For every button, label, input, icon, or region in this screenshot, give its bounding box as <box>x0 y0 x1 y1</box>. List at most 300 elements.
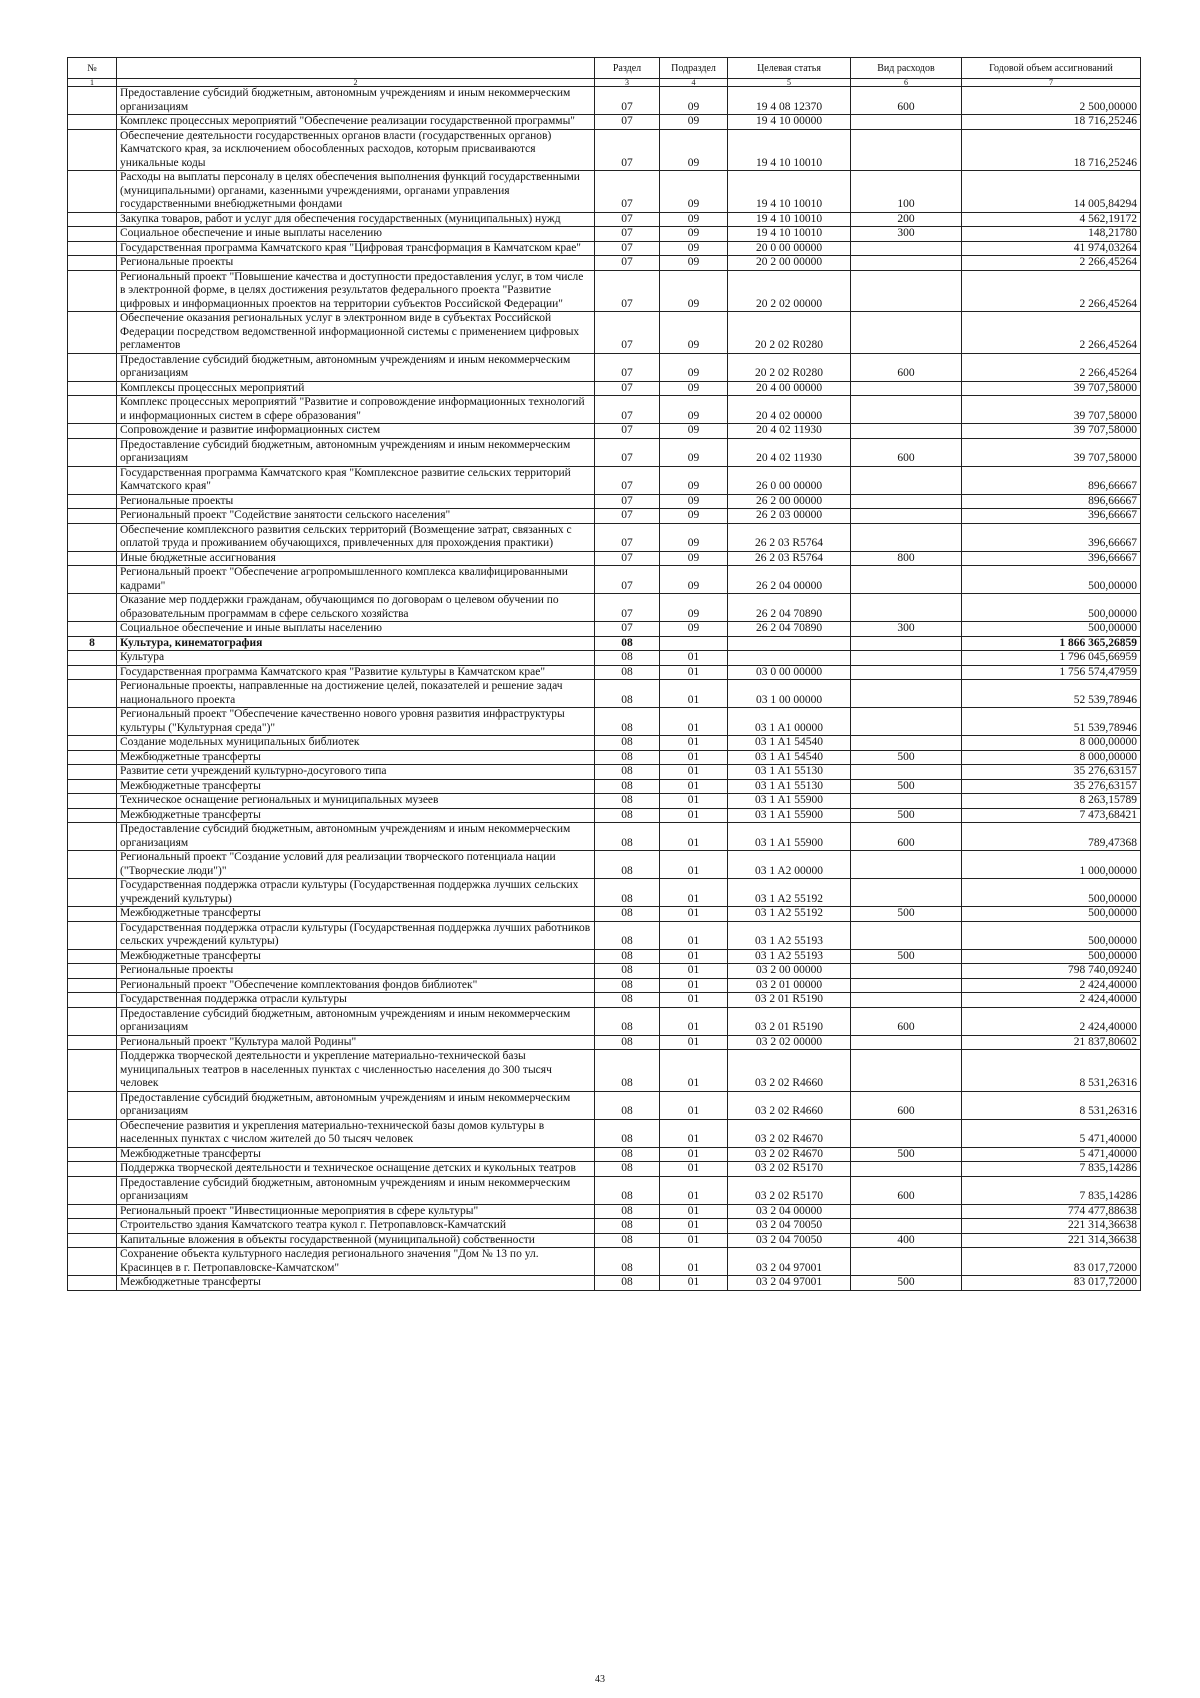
row-vid <box>851 1248 962 1276</box>
row-name: Межбюджетные трансферты <box>117 779 595 794</box>
column-number: 5 <box>728 79 851 87</box>
row-vid <box>851 494 962 509</box>
row-amount: 18 716,25246 <box>962 115 1141 130</box>
row-name: Развитие сети учреждений культурно-досугового типа <box>117 765 595 780</box>
row-podrazdel: 01 <box>660 1248 728 1276</box>
row-vid: 500 <box>851 1276 962 1291</box>
row-razdel: 07 <box>595 256 660 271</box>
table-row <box>68 794 1141 809</box>
row-razdel: 08 <box>595 1248 660 1276</box>
table-row <box>68 978 1141 993</box>
row-number <box>68 907 117 922</box>
row-vid: 500 <box>851 949 962 964</box>
row-name: Культура <box>117 651 595 666</box>
row-name: Межбюджетные трансферты <box>117 907 595 922</box>
header-podrazdel: Подраздел <box>660 58 728 79</box>
row-name: Социальное обеспечение и иные выплаты населению <box>117 622 595 637</box>
row-name: Предоставление субсидий бюджетным, автономным учреждениям и иным некоммерческим организациям <box>117 1176 595 1204</box>
row-podrazdel: 09 <box>660 381 728 396</box>
row-vid <box>851 978 962 993</box>
table-row <box>68 651 1141 666</box>
row-number: 8 <box>68 636 117 651</box>
table-row <box>68 1007 1141 1035</box>
row-target: 03 2 02 R5170 <box>728 1162 851 1177</box>
row-number <box>68 823 117 851</box>
row-number <box>68 750 117 765</box>
row-target: 03 1 00 00000 <box>728 680 851 708</box>
row-vid: 600 <box>851 823 962 851</box>
row-name: Сохранение объекта культурного наследия регионального значения "Дом № 13 по ул. Красинцев в г. Петропавловске-Камчатском" <box>117 1248 595 1276</box>
table-row <box>68 1219 1141 1234</box>
row-vid <box>851 1035 962 1050</box>
row-number <box>68 921 117 949</box>
row-razdel: 07 <box>595 381 660 396</box>
row-number <box>68 1162 117 1177</box>
row-razdel: 08 <box>595 949 660 964</box>
row-amount: 500,00000 <box>962 949 1141 964</box>
row-target: 03 1 A1 55900 <box>728 794 851 809</box>
row-razdel: 07 <box>595 396 660 424</box>
row-amount: 396,66667 <box>962 509 1141 524</box>
row-target: 19 4 10 10010 <box>728 171 851 213</box>
row-target: 03 2 02 00000 <box>728 1035 851 1050</box>
row-podrazdel: 09 <box>660 171 728 213</box>
row-razdel: 08 <box>595 794 660 809</box>
table-row <box>68 765 1141 780</box>
row-name: Предоставление субсидий бюджетным, автономным учреждениям и иным некоммерческим организациям <box>117 87 595 115</box>
table-row <box>68 1233 1141 1248</box>
row-name: Государственная программа Камчатского края "Развитие культуры в Камчатском крае" <box>117 665 595 680</box>
row-name: Техническое оснащение региональных и муниципальных музеев <box>117 794 595 809</box>
row-target: 03 2 01 00000 <box>728 978 851 993</box>
row-number <box>68 808 117 823</box>
row-vid <box>851 466 962 494</box>
row-target: 19 4 10 00000 <box>728 115 851 130</box>
table-row <box>68 665 1141 680</box>
row-amount: 8 000,00000 <box>962 736 1141 751</box>
row-razdel: 07 <box>595 270 660 312</box>
row-number <box>68 256 117 271</box>
row-name: Государственная поддержка отрасли культуры (Государственная поддержка лучших работников сельских учреждений культуры) <box>117 921 595 949</box>
row-amount: 896,66667 <box>962 466 1141 494</box>
row-podrazdel: 09 <box>660 509 728 524</box>
row-target: 20 0 00 00000 <box>728 241 851 256</box>
row-target: 20 2 00 00000 <box>728 256 851 271</box>
row-number <box>68 651 117 666</box>
row-name: Обеспечение комплексного развития сельских территорий (Возмещение затрат, связанных с оплатой труда и проживанием обучающихся, привлеченных для прохождения практики) <box>117 523 595 551</box>
row-vid <box>851 636 962 651</box>
row-razdel: 08 <box>595 851 660 879</box>
row-podrazdel: 09 <box>660 494 728 509</box>
row-razdel: 07 <box>595 594 660 622</box>
row-vid: 600 <box>851 1176 962 1204</box>
row-target: 26 0 00 00000 <box>728 466 851 494</box>
row-amount: 2 266,45264 <box>962 270 1141 312</box>
table-row <box>68 353 1141 381</box>
table-row <box>68 381 1141 396</box>
row-number <box>68 736 117 751</box>
table-row <box>68 636 1141 651</box>
row-podrazdel: 01 <box>660 1091 728 1119</box>
row-razdel: 08 <box>595 1119 660 1147</box>
table-row <box>68 424 1141 439</box>
row-podrazdel: 09 <box>660 115 728 130</box>
row-name: Обеспечение деятельности государственных органов власти (государственных органов) Камчатского края, за исключением обособленных расходов, которым присваиваются уникальные коды <box>117 129 595 171</box>
row-number <box>68 622 117 637</box>
row-amount: 789,47368 <box>962 823 1141 851</box>
row-podrazdel: 09 <box>660 466 728 494</box>
row-amount: 2 266,45264 <box>962 256 1141 271</box>
row-number <box>68 1204 117 1219</box>
row-razdel: 08 <box>595 1091 660 1119</box>
row-podrazdel: 01 <box>660 1007 728 1035</box>
row-vid <box>851 651 962 666</box>
row-amount: 83 017,72000 <box>962 1276 1141 1291</box>
row-amount: 39 707,58000 <box>962 396 1141 424</box>
row-podrazdel: 01 <box>660 750 728 765</box>
row-target: 03 2 04 00000 <box>728 1204 851 1219</box>
row-razdel: 08 <box>595 1147 660 1162</box>
table-row <box>68 949 1141 964</box>
row-number <box>68 1219 117 1234</box>
row-vid <box>851 256 962 271</box>
row-vid <box>851 680 962 708</box>
row-name: Капитальные вложения в объекты государственной (муниципальной) собственности <box>117 1233 595 1248</box>
table-row <box>68 438 1141 466</box>
row-vid: 300 <box>851 227 962 242</box>
row-amount: 5 471,40000 <box>962 1119 1141 1147</box>
row-amount: 500,00000 <box>962 921 1141 949</box>
row-vid: 200 <box>851 212 962 227</box>
row-number <box>68 779 117 794</box>
row-podrazdel: 01 <box>660 1233 728 1248</box>
row-target: 03 1 A2 00000 <box>728 851 851 879</box>
table-row <box>68 1091 1141 1119</box>
row-vid <box>851 964 962 979</box>
row-vid: 500 <box>851 750 962 765</box>
row-target: 26 2 04 70890 <box>728 622 851 637</box>
row-podrazdel: 01 <box>660 993 728 1008</box>
row-vid <box>851 708 962 736</box>
row-podrazdel: 01 <box>660 1162 728 1177</box>
row-vid: 600 <box>851 1007 962 1035</box>
row-vid <box>851 115 962 130</box>
table-row <box>68 509 1141 524</box>
row-name: Региональные проекты <box>117 494 595 509</box>
row-vid <box>851 665 962 680</box>
row-target: 03 1 A1 55130 <box>728 779 851 794</box>
row-target: 26 2 04 70890 <box>728 594 851 622</box>
row-vid: 600 <box>851 1091 962 1119</box>
row-razdel: 07 <box>595 509 660 524</box>
row-name: Региональный проект "Повышение качества и доступности предоставления услуг, в том числе в электронной форме, в целях достижения результатов федерального проекта "Развитие цифровых и информационных проектов на территории субъектов Российской Федерации" <box>117 270 595 312</box>
row-podrazdel: 01 <box>660 978 728 993</box>
row-razdel: 08 <box>595 1276 660 1291</box>
row-name: Межбюджетные трансферты <box>117 1147 595 1162</box>
row-target: 26 2 03 R5764 <box>728 523 851 551</box>
row-vid <box>851 129 962 171</box>
row-vid: 500 <box>851 808 962 823</box>
row-target: 03 1 A1 00000 <box>728 708 851 736</box>
row-target: 19 4 10 10010 <box>728 212 851 227</box>
row-number <box>68 708 117 736</box>
row-name: Региональный проект "Обеспечение комплектования фондов библиотек" <box>117 978 595 993</box>
row-name: Создание модельных муниципальных библиотек <box>117 736 595 751</box>
row-podrazdel: 09 <box>660 566 728 594</box>
row-razdel: 07 <box>595 438 660 466</box>
row-vid <box>851 851 962 879</box>
row-amount: 774 477,88638 <box>962 1204 1141 1219</box>
row-podrazdel: 09 <box>660 622 728 637</box>
row-vid <box>851 736 962 751</box>
row-name: Государственная программа Камчатского края "Комплексное развитие сельских территорий Камчатского края" <box>117 466 595 494</box>
row-number <box>68 353 117 381</box>
row-amount: 1 796 045,66959 <box>962 651 1141 666</box>
row-podrazdel: 09 <box>660 241 728 256</box>
row-target: 03 2 02 R5170 <box>728 1176 851 1204</box>
row-podrazdel: 01 <box>660 1276 728 1291</box>
row-razdel: 07 <box>595 312 660 354</box>
table-row <box>68 171 1141 213</box>
row-number <box>68 466 117 494</box>
row-vid: 800 <box>851 551 962 566</box>
row-razdel: 07 <box>595 353 660 381</box>
row-razdel: 08 <box>595 636 660 651</box>
row-amount: 8 531,26316 <box>962 1050 1141 1092</box>
table-row <box>68 466 1141 494</box>
row-target: 03 2 00 00000 <box>728 964 851 979</box>
column-number: 3 <box>595 79 660 87</box>
row-name: Межбюджетные трансферты <box>117 949 595 964</box>
column-number-row <box>68 79 1141 87</box>
row-number <box>68 494 117 509</box>
row-podrazdel <box>660 636 728 651</box>
row-razdel: 08 <box>595 823 660 851</box>
row-amount: 896,66667 <box>962 494 1141 509</box>
row-razdel: 07 <box>595 622 660 637</box>
row-razdel: 07 <box>595 424 660 439</box>
table-row <box>68 1162 1141 1177</box>
row-number <box>68 993 117 1008</box>
row-podrazdel: 01 <box>660 823 728 851</box>
row-amount: 21 837,80602 <box>962 1035 1141 1050</box>
row-amount: 35 276,63157 <box>962 765 1141 780</box>
row-name: Межбюджетные трансферты <box>117 1276 595 1291</box>
row-podrazdel: 09 <box>660 227 728 242</box>
column-number: 4 <box>660 79 728 87</box>
row-target: 03 2 02 R4670 <box>728 1147 851 1162</box>
row-target: 26 2 04 00000 <box>728 566 851 594</box>
row-target: 03 1 A2 55193 <box>728 921 851 949</box>
row-number <box>68 438 117 466</box>
row-number <box>68 1050 117 1092</box>
row-amount: 35 276,63157 <box>962 779 1141 794</box>
row-podrazdel: 09 <box>660 312 728 354</box>
row-target: 03 2 02 R4660 <box>728 1050 851 1092</box>
row-target: 20 4 02 00000 <box>728 396 851 424</box>
row-number <box>68 171 117 213</box>
row-amount: 2 500,00000 <box>962 87 1141 115</box>
row-number <box>68 566 117 594</box>
column-number: 7 <box>962 79 1141 87</box>
row-amount: 52 539,78946 <box>962 680 1141 708</box>
row-number <box>68 1091 117 1119</box>
header-amount: Годовой объем ассигнований <box>962 58 1141 79</box>
row-vid: 500 <box>851 907 962 922</box>
row-vid <box>851 241 962 256</box>
row-vid <box>851 566 962 594</box>
row-target: 03 2 02 R4670 <box>728 1119 851 1147</box>
row-podrazdel: 09 <box>660 256 728 271</box>
row-number <box>68 312 117 354</box>
row-target: 20 4 02 11930 <box>728 424 851 439</box>
row-target: 19 4 10 10010 <box>728 129 851 171</box>
row-target: 03 1 A1 55900 <box>728 808 851 823</box>
row-amount: 18 716,25246 <box>962 129 1141 171</box>
row-number <box>68 1233 117 1248</box>
row-amount: 798 740,09240 <box>962 964 1141 979</box>
row-target: 20 2 02 00000 <box>728 270 851 312</box>
row-target: 03 2 04 97001 <box>728 1276 851 1291</box>
row-podrazdel: 09 <box>660 551 728 566</box>
table-row <box>68 851 1141 879</box>
table-row <box>68 396 1141 424</box>
row-razdel: 08 <box>595 651 660 666</box>
table-body <box>68 87 1141 1291</box>
row-razdel: 08 <box>595 1162 660 1177</box>
row-amount: 41 974,03264 <box>962 241 1141 256</box>
row-podrazdel: 01 <box>660 736 728 751</box>
table-row <box>68 964 1141 979</box>
header-name <box>117 58 595 79</box>
row-name: Строительство здания Камчатского театра кукол г. Петропавловск-Камчатский <box>117 1219 595 1234</box>
row-vid <box>851 1050 962 1092</box>
row-target: 03 1 A1 54540 <box>728 750 851 765</box>
row-vid <box>851 381 962 396</box>
row-razdel: 07 <box>595 115 660 130</box>
row-amount: 39 707,58000 <box>962 438 1141 466</box>
row-vid <box>851 879 962 907</box>
row-razdel: 08 <box>595 808 660 823</box>
row-podrazdel: 01 <box>660 1035 728 1050</box>
table-row <box>68 494 1141 509</box>
table-row <box>68 551 1141 566</box>
row-amount: 221 314,36638 <box>962 1219 1141 1234</box>
row-razdel: 08 <box>595 665 660 680</box>
row-vid <box>851 509 962 524</box>
row-number <box>68 87 117 115</box>
row-target: 03 2 02 R4660 <box>728 1091 851 1119</box>
row-razdel: 08 <box>595 765 660 780</box>
row-amount: 1 756 574,47959 <box>962 665 1141 680</box>
row-number <box>68 1176 117 1204</box>
row-target: 03 1 A2 55193 <box>728 949 851 964</box>
row-podrazdel: 01 <box>660 765 728 780</box>
table-row <box>68 1119 1141 1147</box>
table-row <box>68 808 1141 823</box>
row-amount: 1 866 365,26859 <box>962 636 1141 651</box>
row-amount: 2 424,40000 <box>962 1007 1141 1035</box>
row-number <box>68 594 117 622</box>
table-row <box>68 993 1141 1008</box>
row-target: 03 2 04 70050 <box>728 1219 851 1234</box>
row-target: 20 4 00 00000 <box>728 381 851 396</box>
row-vid <box>851 523 962 551</box>
row-amount: 1 000,00000 <box>962 851 1141 879</box>
row-name: Поддержка творческой деятельности и укрепление материально-технической базы муниципальных театров в населенных пунктах с численностью населения до 300 тысяч человек <box>117 1050 595 1092</box>
row-name: Региональные проекты, направленные на достижение целей, показателей и решение задач национального проекта <box>117 680 595 708</box>
table-row <box>68 708 1141 736</box>
row-name: Предоставление субсидий бюджетным, автономным учреждениям и иным некоммерческим организациям <box>117 1091 595 1119</box>
row-number <box>68 680 117 708</box>
table-row <box>68 879 1141 907</box>
row-number <box>68 551 117 566</box>
row-podrazdel: 01 <box>660 964 728 979</box>
row-number <box>68 424 117 439</box>
row-name: Межбюджетные трансферты <box>117 808 595 823</box>
row-number <box>68 851 117 879</box>
row-number <box>68 794 117 809</box>
row-vid <box>851 794 962 809</box>
row-amount: 5 471,40000 <box>962 1147 1141 1162</box>
row-target: 03 2 04 70050 <box>728 1233 851 1248</box>
table-row <box>68 1176 1141 1204</box>
row-number <box>68 241 117 256</box>
row-target <box>728 636 851 651</box>
row-razdel: 08 <box>595 1219 660 1234</box>
row-number <box>68 1035 117 1050</box>
row-target: 03 1 A1 55130 <box>728 765 851 780</box>
row-podrazdel: 01 <box>660 665 728 680</box>
row-podrazdel: 01 <box>660 1119 728 1147</box>
table-row <box>68 823 1141 851</box>
row-name: Региональные проекты <box>117 964 595 979</box>
row-name: Предоставление субсидий бюджетным, автономным учреждениям и иным некоммерческим организациям <box>117 438 595 466</box>
row-name: Региональный проект "Обеспечение агропромышленного комплекса квалифицированными кадрами" <box>117 566 595 594</box>
row-amount: 7 473,68421 <box>962 808 1141 823</box>
row-name: Предоставление субсидий бюджетным, автономным учреждениям и иным некоммерческим организациям <box>117 823 595 851</box>
row-name: Иные бюджетные ассигнования <box>117 551 595 566</box>
row-amount: 148,21780 <box>962 227 1141 242</box>
row-razdel: 07 <box>595 494 660 509</box>
table-row <box>68 1276 1141 1291</box>
row-podrazdel: 01 <box>660 1219 728 1234</box>
row-podrazdel: 09 <box>660 438 728 466</box>
row-number <box>68 1276 117 1291</box>
row-razdel: 07 <box>595 566 660 594</box>
row-razdel: 08 <box>595 779 660 794</box>
row-vid: 300 <box>851 622 962 637</box>
row-podrazdel: 09 <box>660 353 728 381</box>
row-number <box>68 665 117 680</box>
table-row <box>68 1147 1141 1162</box>
row-razdel: 07 <box>595 551 660 566</box>
row-number <box>68 879 117 907</box>
row-vid <box>851 312 962 354</box>
row-podrazdel: 01 <box>660 879 728 907</box>
row-vid: 600 <box>851 87 962 115</box>
row-target: 20 2 02 R0280 <box>728 312 851 354</box>
row-amount: 2 424,40000 <box>962 993 1141 1008</box>
table-row <box>68 921 1141 949</box>
column-number: 2 <box>117 79 595 87</box>
row-number <box>68 523 117 551</box>
row-podrazdel: 01 <box>660 779 728 794</box>
row-razdel: 08 <box>595 750 660 765</box>
row-name: Сопровождение и развитие информационных систем <box>117 424 595 439</box>
row-podrazdel: 09 <box>660 523 728 551</box>
row-vid <box>851 765 962 780</box>
